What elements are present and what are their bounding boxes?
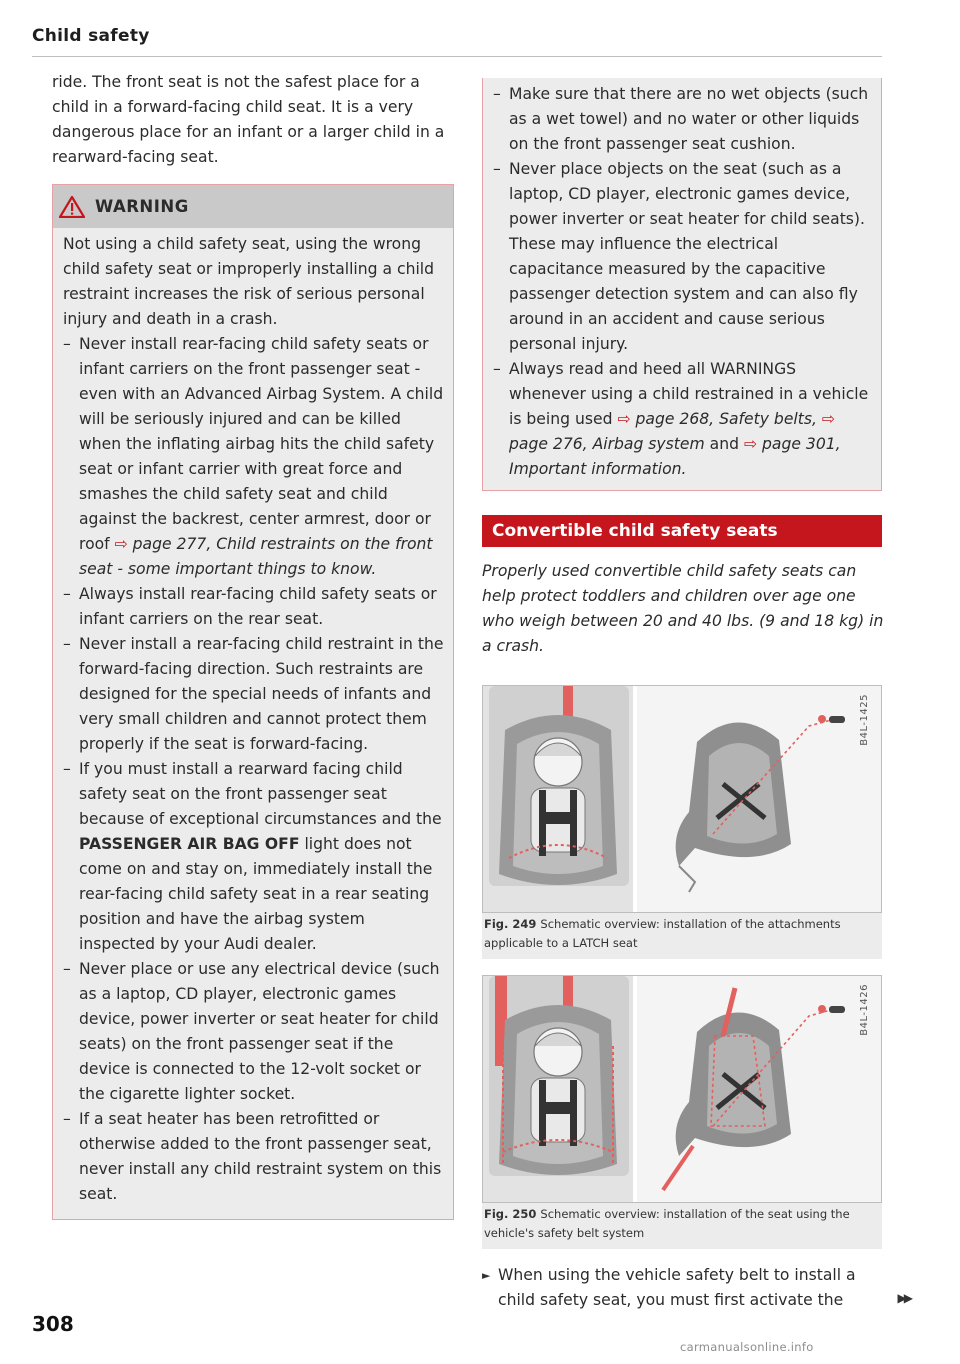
warning-triangle-icon [59,196,85,218]
warning-item: – Never install rear-facing child safety seats or infant carriers on the front passenger seat - even with an Advanced Airbag System. A child will be seriously injured and can be killed when the inflating airbag hits the child safety seat or infant carrier with great force and smashes the child safety seat and child against the backrest, center armrest, door or roof ⇨ page 277, Child restraints on the front seat - some important things to know. [63,332,445,582]
warning-item: – If you must install a rearward facing child safety seat on the front passenger seat because of exceptional circumstances and the PASSENGER AIR BAG OFF light does not come on and stay on, immediately install the rear-facing child safety seat in a rear seating position and have the airbag system inspected by your Audi dealer. [63,757,445,957]
left-column [52,70,454,1220]
warning-item: – Never install a rear-facing child restraint in the forward-facing direction. Such restraints are designed for the special needs of infants and very small children and cannot protect them properly if the seat is forward-facing. [63,632,445,757]
warning-intro: Not using a child safety seat, using the wrong child safety seat or improperly installing a child restraint increases the risk of serious personal injury and death in a crash. [63,235,435,328]
figure-code: B4L-1425 [859,694,870,746]
page-number: 308 [32,1312,74,1336]
passenger-airbag-off-label: PASSENGER AIR BAG OFF [79,835,300,853]
section-heading: Convertible child safety seats [482,515,882,547]
child-seat-belt-illustration [483,976,881,1202]
warning-body [53,228,453,1219]
warning-list-continued [493,82,875,482]
figure-image [482,975,882,1203]
cross-reference-arrow-icon: ⇨ [617,410,631,428]
warning-box-continued [482,78,882,491]
instruction-step [482,1263,910,1313]
warning-item: – Never place or use any electrical device (such as a laptop, CD player, electronic games device, power inverter or seat heater for child seats) on the front passenger seat if the device is connected to the 12-volt socket or the cigarette lighter socket. [63,957,445,1107]
cross-reference-link[interactable]: page 276, Airbag system [509,435,705,453]
warning-item: – Always install rear-facing child safety seats or infant carriers on the rear seat. [63,582,445,632]
instruction-text: When using the vehicle safety belt to install a child safety seat, you must first activate the [498,1266,856,1309]
warning-item: – If a seat heater has been retrofitted or otherwise added to the front passenger seat, never install any child restraint system on this seat. [63,1107,445,1207]
figure-label: Fig. 250 [484,1207,537,1221]
section-lead: Properly used convertible child safety seats can help protect toddlers and children over age one who weigh between 20 and 40 lbs. (9 and 18 kg) in a crash. [482,562,884,655]
warning-title: WARNING [95,197,189,216]
figure-caption: Fig. 249 Schematic overview: installation of the attachments applicable to a LATCH seat [482,913,882,959]
cross-reference-link[interactable]: page 301, Important information. [509,435,841,478]
cross-reference-link[interactable]: page 277, Child restraints on the front seat - some important things to know. [79,535,433,578]
figure-code: B4L-1426 [859,984,870,1036]
child-seat-latch-illustration [483,686,881,912]
cross-reference-link[interactable]: page 268, Safety belts, [635,410,817,428]
warning-header [53,185,453,228]
warning-item: – Make sure that there are no wet objects (such as a wet towel) and no water or other liquids on the front passenger seat cushion. [493,82,875,157]
header-divider [32,56,882,57]
page-header [32,26,882,46]
figure-250 [482,975,882,1249]
step-marker-icon: ► [482,1269,491,1282]
right-column [482,78,910,1313]
cross-reference-arrow-icon: ⇨ [743,435,758,453]
section-header-title: Child safety [32,26,150,46]
continue-arrow-icon: ▶▶ [897,1291,910,1305]
warning-item: – Always read and heed all WARNINGS whenever using a child restrained in a vehicle is being used ⇨ page 268, Safety belts, ⇨ page 276, Airbag system and ⇨ page 301, Important information. [493,357,875,482]
warning-box [52,184,454,1220]
intro-paragraph: ride. The front seat is not the safest place for a child in a forward-facing child seat. It is a very dangerous place for an infant or a larger child in a rearward-facing seat. [52,73,445,166]
watermark: carmanualsonline.info [680,1340,814,1354]
warning-item: – Never place objects on the seat (such as a laptop, CD player, electronic games device, power inverter or seat heater for child seats). These may influence the electrical capacitance measured by the capacitive passenger detection system and can also fly around in an accident and cause serious personal injury. [493,157,875,357]
warning-list [63,332,445,1207]
cross-reference-arrow-icon: ⇨ [821,410,835,428]
figure-caption: Fig. 250 Schematic overview: installation of the seat using the vehicle's safety belt system [482,1203,882,1249]
figure-249 [482,685,882,959]
figure-label: Fig. 249 [484,917,537,931]
cross-reference-arrow-icon: ⇨ [114,535,128,553]
figure-image [482,685,882,913]
